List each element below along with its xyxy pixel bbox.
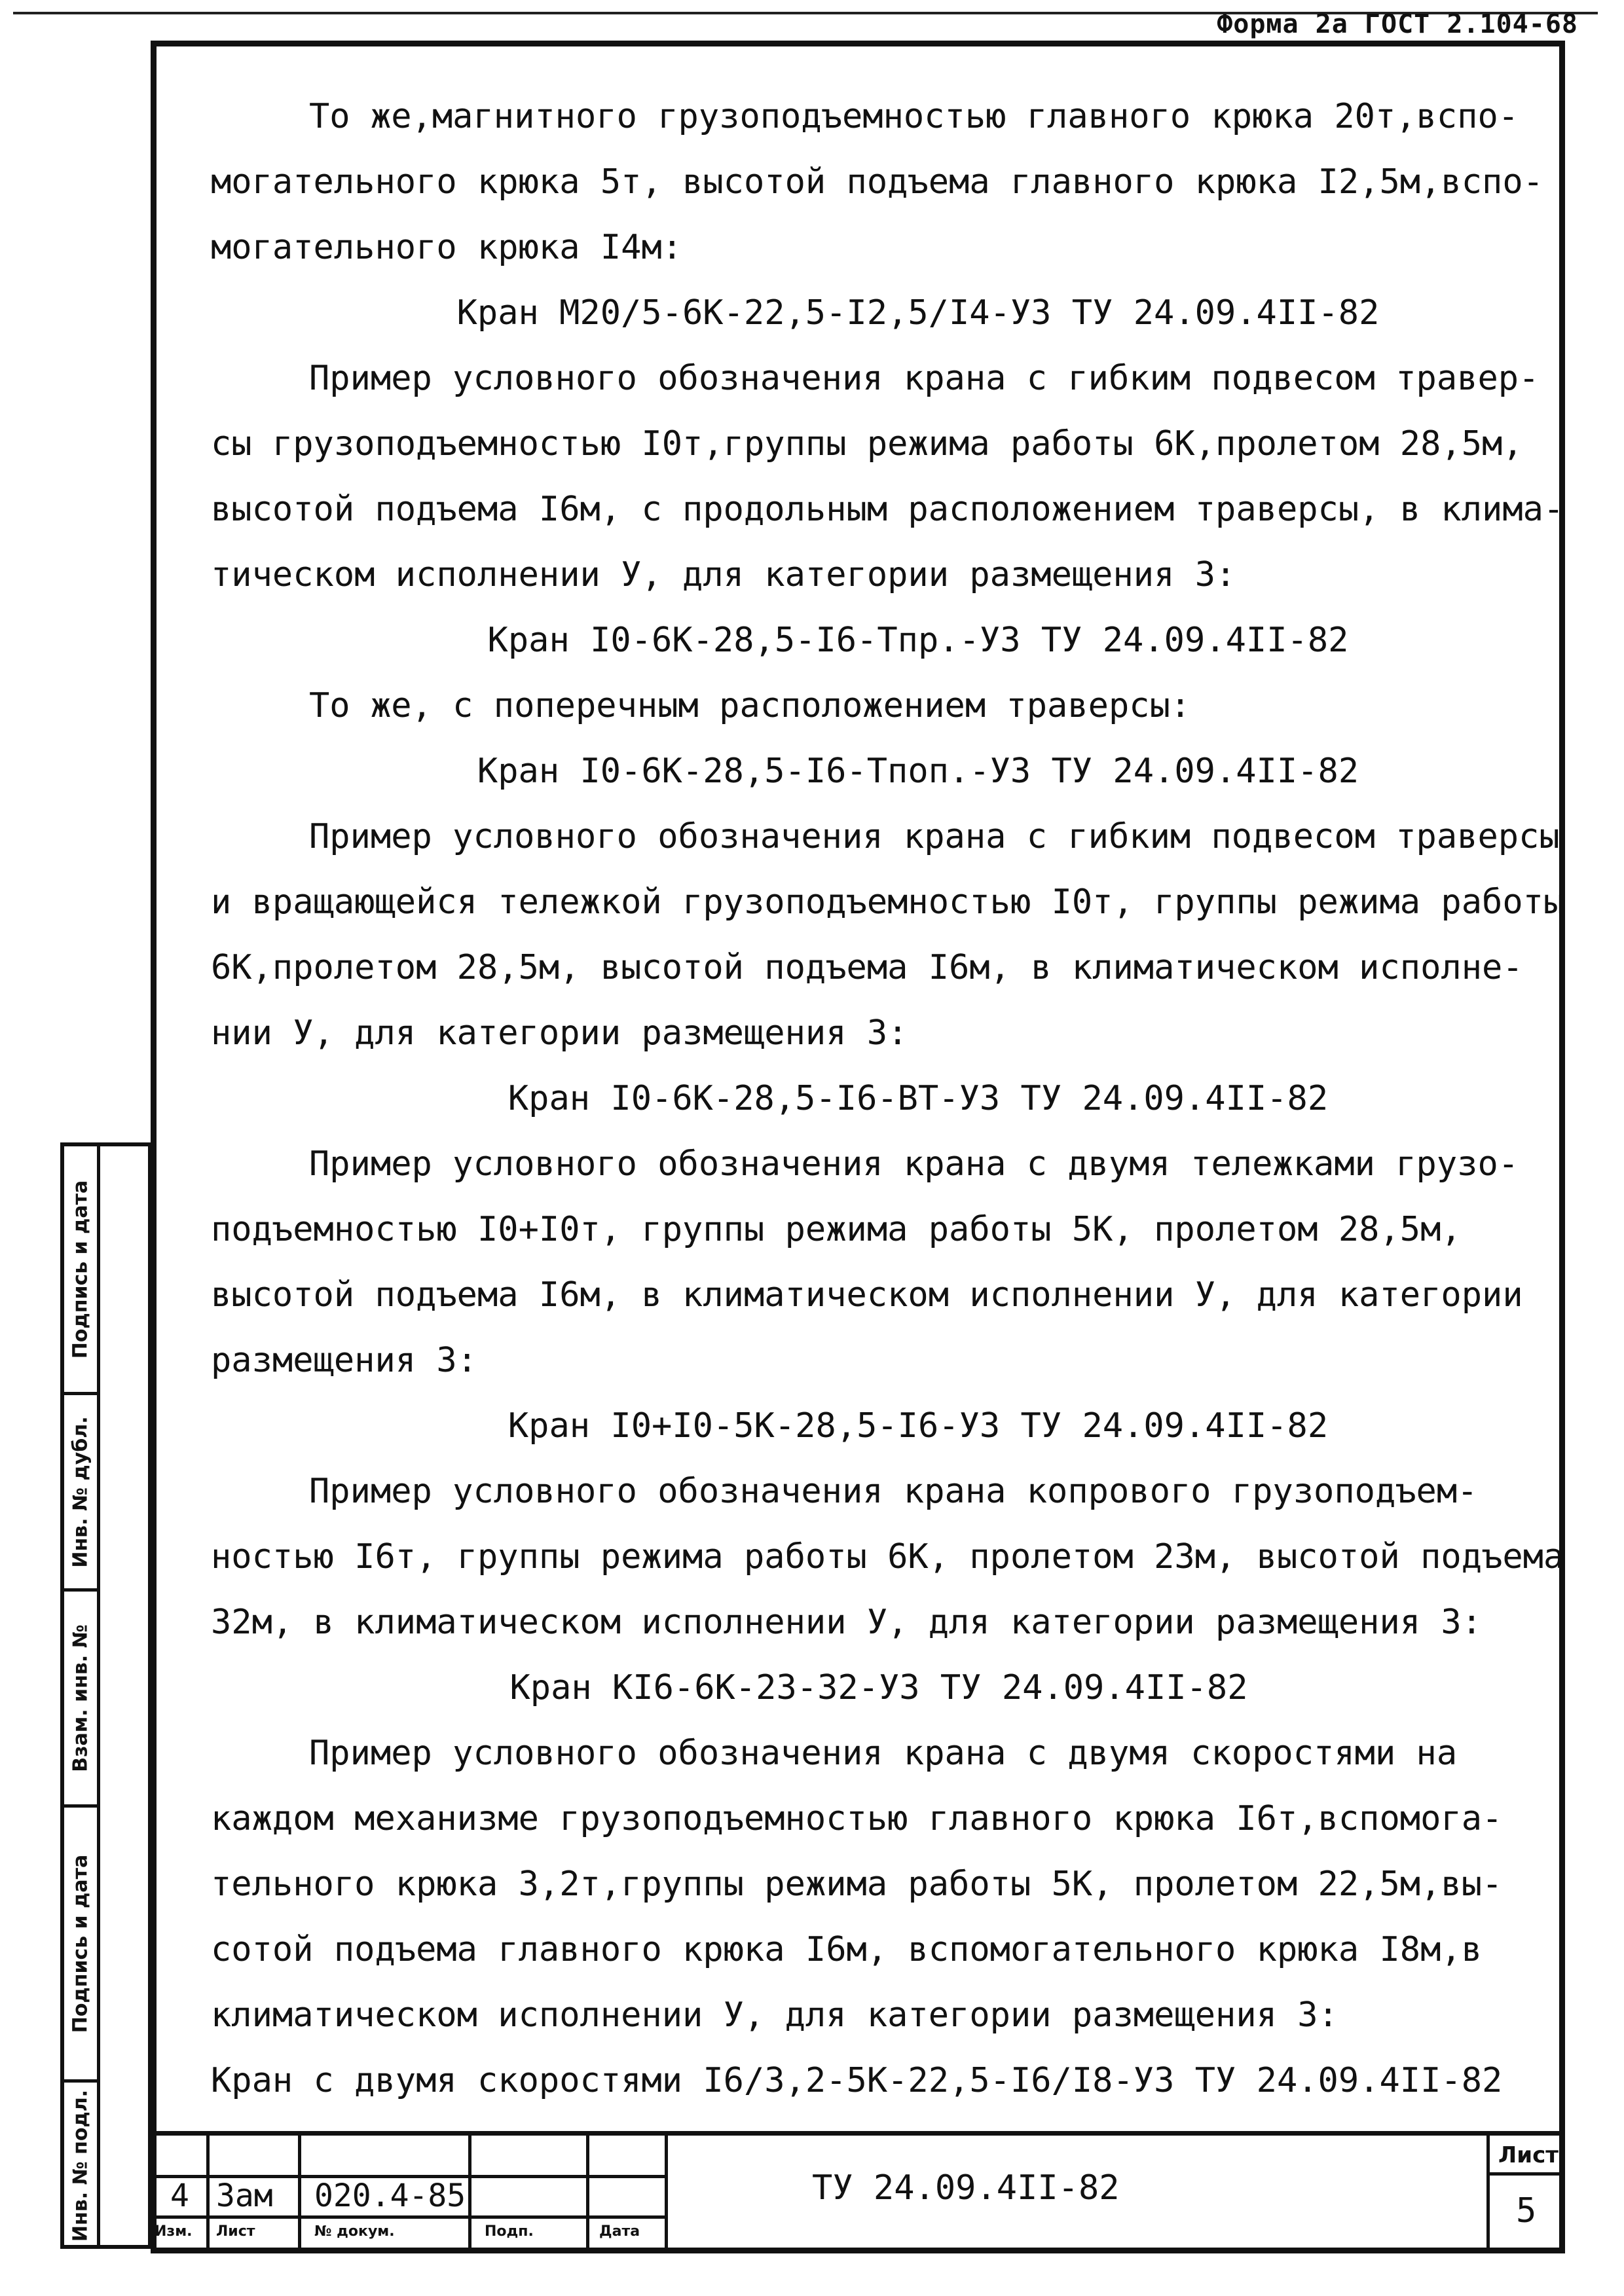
sheet-label: Лист (1498, 2142, 1559, 2168)
text-line: Пример условного обозначения крана с двумя тележками грузо- (309, 1144, 1519, 1184)
binding-label: Подпись и дата (69, 1180, 92, 1358)
text-line: и вращающейся тележкой грузоподъемностью I0т, группы режима работы (211, 883, 1564, 922)
binding-label: Инв. № дубл. (69, 1415, 92, 1568)
text-line: Пример условного обозначения крана с двумя скоростями на (309, 1734, 1458, 1773)
binding-label: Инв. № подл. (69, 2089, 92, 2242)
header-sheet: Лист (216, 2223, 255, 2240)
text-line: То же,магнитного грузоподъемностью главного крюка 20т,вспо- (309, 97, 1519, 136)
text-line: тельного крюка 3,2т,группы режима работы 5К, пролетом 22,5м,вы- (211, 1865, 1503, 1904)
designation-line: Кран М20/5-6К-22,5-I2,5/I4-У3 ТУ 24.09.4II-82 (456, 293, 1380, 333)
form-note: Форма 2а ГОСТ 2.104-68 (1217, 9, 1578, 39)
designation-line: Кран I0-6К-28,5-I6-Тпоп.-У3 ТУ 24.09.4II-82 (477, 752, 1359, 791)
text-line: тическом исполнении У, для категории размещения 3: (211, 555, 1236, 594)
document-body (211, 84, 1564, 2113)
header-date: Дата (599, 2223, 640, 2240)
text-line: высотой подъема I6м, в климатическом исполнении У, для категории (211, 1275, 1523, 1315)
doc-num: 020.4-85 (314, 2178, 466, 2214)
binding-cell (64, 1146, 97, 1395)
text-line: То же, с поперечным расположением траверсы: (309, 686, 1191, 725)
header-doc-num: № докум. (314, 2223, 395, 2240)
text-line: 6К,пролетом 28,5м, высотой подъема I6м, в климатическом исполне- (211, 948, 1523, 987)
text-line: Пример условного обозначения крана с гибким подвесом травер- (309, 359, 1540, 398)
text-line: Пример условного обозначения крана копрового грузоподъем- (309, 1472, 1478, 1511)
designation-line: Кран I0+I0-5К-28,5-I6-У3 ТУ 24.09.4II-82 (507, 1406, 1329, 1446)
binding-strip (60, 1142, 152, 2249)
binding-label: Взам. инв. № (69, 1624, 92, 1772)
designation-line: Кран с двумя скоростями I6/3,2-5К-22,5-I6/I8-У3 ТУ 24.09.4II-82 (211, 2061, 1503, 2100)
binding-cell (64, 2083, 97, 2249)
binding-cell (64, 1592, 97, 1808)
sheet-divider (1486, 2136, 1490, 2253)
text-line: Пример условного обозначения крана с гибким подвесом траверсы (309, 817, 1560, 856)
text-line: каждом механизме грузоподъемностью главного крюка I6т,вспомога- (211, 1799, 1503, 1838)
binding-cell (64, 1395, 97, 1592)
text-line: ностью I6т, группы режима работы 6К, пролетом 23м, высотой подъема (211, 1537, 1564, 1576)
text-line: нии У, для категории размещения 3: (211, 1013, 908, 1053)
binding-label: Подпись и дата (69, 1854, 92, 2033)
binding-divider (97, 1146, 100, 2245)
document-code: ТУ 24.09.4II-82 (812, 2168, 1120, 2208)
text-line: размещения 3: (211, 1341, 477, 1380)
change-num: 4 (170, 2178, 189, 2214)
header-change: Изм. (155, 2223, 193, 2240)
text-line: могательного крюка 5т, высотой подъема главного крюка I2,5м,вспо- (211, 162, 1543, 202)
sheet-number: 5 (1516, 2191, 1537, 2231)
change-type: Зам (216, 2178, 273, 2214)
designation-line: Кран I0-6К-28,5-I6-ВТ-У3 ТУ 24.09.4II-82 (507, 1079, 1329, 1118)
text-line: высотой подъема I6м, с продольным расположением траверсы, в клима- (211, 490, 1564, 529)
header-signature: Подп. (485, 2223, 534, 2240)
designation-line: Кран I0-6К-28,5-I6-Тпр.-У3 ТУ 24.09.4II-82 (487, 621, 1349, 660)
title-block (151, 2131, 1565, 2253)
designation-line: Кран КI6-6К-23-32-У3 ТУ 24.09.4II-82 (509, 1668, 1248, 1707)
text-line: подъемностью I0+I0т, группы режима работы 5К, пролетом 28,5м, (211, 1210, 1462, 1249)
title-block-rule (1486, 2172, 1565, 2176)
binding-cell (64, 1808, 97, 2083)
text-line: климатическом исполнении У, для категории размещения 3: (211, 1995, 1338, 2035)
text-line: сотой подъема главного крюка I6м, вспомогательного крюка I8м,в (211, 1930, 1483, 1969)
text-line: могательного крюка I4м: (211, 228, 683, 267)
text-line: 32м, в климатическом исполнении У, для категории размещения 3: (211, 1603, 1483, 1642)
text-line: сы грузоподъемностью I0т,группы режима работы 6К,пролетом 28,5м, (211, 424, 1523, 464)
